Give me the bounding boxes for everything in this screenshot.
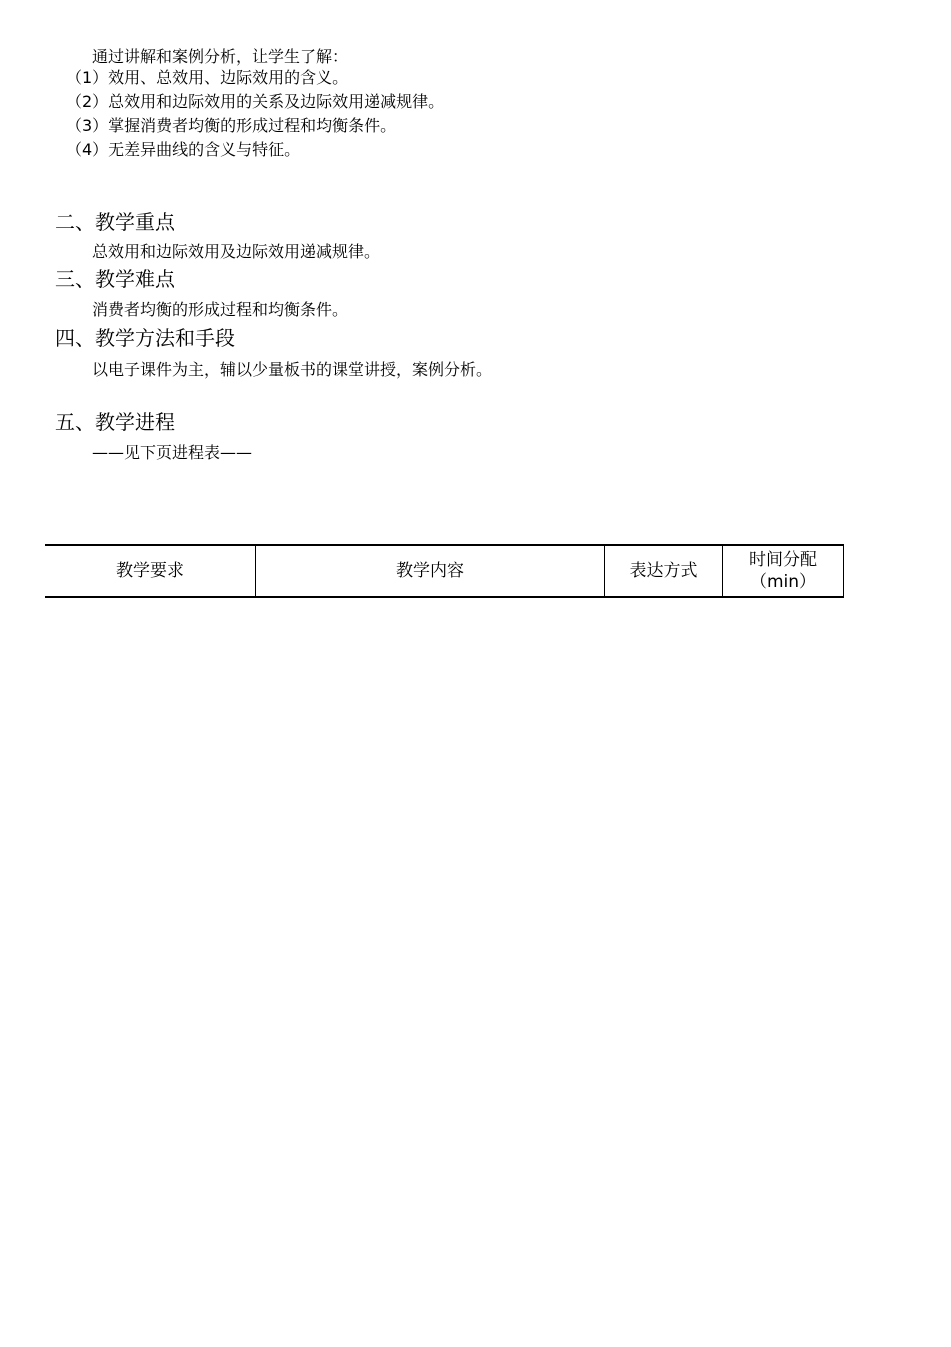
objective-item-4: （4）无差异曲线的含义与特征。 (66, 140, 301, 159)
table-header-row (45, 545, 844, 597)
objective-item-1: （1）效用、总效用、边际效用的含义。 (66, 68, 349, 87)
header-method: 表达方式 (605, 545, 723, 597)
objectives-intro: 通过讲解和案例分析，让学生了解： (92, 47, 349, 66)
process-heading: 五、教学进程 (55, 410, 175, 434)
methods-heading: 四、教学方法和手段 (55, 326, 235, 350)
process-body: ——见下页进程表—— (92, 443, 253, 462)
key-points-heading: 二、教学重点 (55, 210, 175, 234)
header-content: 教学内容 (256, 545, 605, 597)
objective-item-3: （3）掌握消费者均衡的形成过程和均衡条件。 (66, 116, 397, 135)
methods-body: 以电子课件为主，辅以少量板书的课堂讲授，案例分析。 (92, 360, 493, 379)
difficulties-heading: 三、教学难点 (55, 267, 175, 291)
key-points-body: 总效用和边际效用及边际效用递减规律。 (92, 242, 381, 261)
header-time (723, 545, 844, 597)
header-requirements: 教学要求 (45, 545, 256, 597)
objectives-list (66, 66, 444, 162)
objective-item-2: （2）总效用和边际效用的关系及边际效用递减规律。 (66, 92, 445, 111)
progress-table (45, 544, 844, 598)
difficulties-body: 消费者均衡的形成过程和均衡条件。 (92, 300, 349, 319)
header-time-line1: 时间分配 (749, 550, 817, 570)
header-time-line2: （min） (749, 572, 817, 592)
